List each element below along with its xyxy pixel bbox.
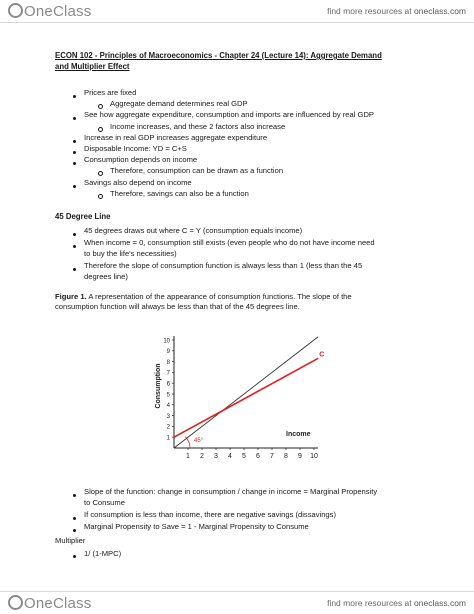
bullet-dot-icon bbox=[73, 95, 76, 98]
list-item: See how aggregate expenditure, consumption and imports are influenced by real GDP bbox=[84, 110, 375, 120]
angle-annotation: 45° bbox=[194, 438, 204, 444]
list-item-continued: to buy the life's necessities) bbox=[84, 248, 177, 258]
list-bullet bbox=[73, 513, 76, 522]
list-item: Therefore the slope of consumption function is always less than 1 (less than the 45 bbox=[84, 260, 363, 270]
find-more-prefix: find more resources at bbox=[327, 598, 412, 608]
list-item: Consumption depends on income bbox=[84, 155, 198, 165]
y-tick-label: 6 bbox=[166, 381, 170, 388]
x-tick-label: 6 bbox=[256, 453, 260, 460]
title-line-1: ECON 102 - Principles of Macroeconomics - Chapter 24 (Lecture 14): Aggregate Demand bbox=[55, 51, 382, 60]
list-item: Disposable Income: YD = C+S bbox=[84, 144, 187, 153]
list-bullet bbox=[73, 490, 76, 499]
find-more-url[interactable]: oneclass.com bbox=[414, 6, 466, 16]
consumption-function-line bbox=[174, 358, 318, 437]
list-item: Aggregate demand determines real GDP bbox=[110, 99, 248, 109]
bullet-dot-icon bbox=[73, 494, 76, 497]
bullet-dot-icon bbox=[73, 117, 76, 120]
bullet-circle-icon bbox=[98, 171, 103, 176]
y-tick-label: 5 bbox=[166, 392, 170, 399]
x-tick-label: 1 bbox=[186, 453, 190, 460]
bullet-dot-icon bbox=[73, 162, 76, 165]
list-bullet bbox=[73, 147, 76, 156]
list-item: Income increases, and these 2 factors also increase bbox=[110, 121, 286, 131]
section-heading: 45 Degree Line bbox=[55, 212, 111, 221]
bullet-dot-icon bbox=[73, 140, 76, 143]
series-label-c: C bbox=[319, 351, 325, 359]
x-tick-label: 4 bbox=[228, 453, 232, 460]
bullet-circle-icon bbox=[98, 104, 103, 109]
list-item-continued: to Consume bbox=[84, 498, 125, 508]
footer-oneclass-logo[interactable] bbox=[8, 595, 91, 612]
x-tick-label: 3 bbox=[214, 453, 218, 460]
oneclass-logo[interactable] bbox=[8, 3, 91, 20]
find-more-url[interactable]: oneclass.com bbox=[414, 598, 466, 608]
list-item: Prices are fixed bbox=[84, 88, 137, 97]
logo-text: OneClass bbox=[24, 595, 92, 612]
list-item: If consumption is less than income, there are negative savings (dissavings) bbox=[84, 509, 336, 519]
x-tick-label: 9 bbox=[298, 453, 302, 460]
logo-ring-icon bbox=[8, 595, 23, 610]
x-tick-label: 10 bbox=[310, 453, 318, 460]
list-bullet bbox=[73, 181, 76, 190]
footer-bar bbox=[0, 591, 474, 614]
consumption-function-chart bbox=[150, 330, 330, 470]
list-bullet bbox=[73, 91, 76, 100]
y-axis-label: Consumption bbox=[155, 363, 162, 409]
logo-text: OneClass bbox=[24, 3, 92, 20]
bullet-dot-icon bbox=[73, 233, 76, 236]
bullet-dot-icon bbox=[73, 151, 76, 154]
find-more-prefix: find more resources at bbox=[327, 6, 412, 16]
multiplier-bullet bbox=[73, 552, 76, 561]
bullet-circle-icon bbox=[98, 194, 103, 199]
title-line-2: and Multiplier Effect bbox=[55, 62, 130, 71]
y-tick-label: 8 bbox=[166, 359, 170, 366]
multiplier-label: Multiplier bbox=[55, 536, 86, 545]
list-bullet bbox=[98, 192, 103, 201]
figure-label: Figure 1. bbox=[55, 292, 87, 301]
list-bullet bbox=[73, 158, 76, 167]
multiplier-formula: 1/ (1-MPC) bbox=[84, 549, 122, 558]
list-bullet bbox=[73, 241, 76, 250]
list-bullet bbox=[73, 264, 76, 273]
y-tick-label: 3 bbox=[166, 413, 170, 420]
figure-caption-line-1: A representation of the appearance of consumption functions. The slope of the bbox=[86, 292, 352, 301]
y-tick-label: 10 bbox=[163, 338, 170, 345]
x-tick-label: 2 bbox=[200, 453, 204, 460]
bullet-dot-icon bbox=[73, 185, 76, 188]
list-item-continued: degrees line) bbox=[84, 271, 128, 281]
bullet-dot-icon bbox=[73, 517, 76, 520]
list-item: Marginal Propensity to Save = 1 - Marginal Propensity to Consume bbox=[84, 521, 309, 531]
header-bar bbox=[0, 0, 474, 23]
bullet-dot-icon bbox=[73, 268, 76, 271]
list-bullet bbox=[73, 136, 76, 145]
x-tick-label: 5 bbox=[242, 453, 246, 460]
figure-caption-line-2: consumption function will always be less than that of the 45 degrees line. bbox=[55, 302, 300, 312]
bullet-dot-icon bbox=[73, 529, 76, 532]
y-tick-label: 2 bbox=[166, 424, 170, 431]
bullet-dot-icon bbox=[73, 245, 76, 248]
list-item: Savings also depend on income bbox=[84, 177, 192, 187]
x-tick-label: 8 bbox=[284, 453, 288, 460]
logo-ring-icon bbox=[8, 3, 23, 18]
bullet-circle-icon bbox=[98, 127, 103, 132]
x-axis-label: Income bbox=[286, 431, 311, 438]
x-tick-label: 7 bbox=[270, 453, 274, 460]
list-item: 45 degrees draws out where C = Y (consumption equals income) bbox=[84, 226, 303, 235]
list-item: Therefore, consumption can be drawn as a function bbox=[110, 166, 284, 176]
list-bullet bbox=[73, 113, 76, 122]
figure-caption bbox=[55, 292, 425, 313]
list-bullet bbox=[73, 229, 76, 238]
list-item: When income = 0, consumption still exists (even people who do not have income need bbox=[84, 237, 375, 247]
find-more-link[interactable] bbox=[327, 6, 466, 16]
list-item: Therefore, savings can also be a function bbox=[110, 188, 249, 198]
y-tick-label: 7 bbox=[166, 370, 170, 377]
list-bullet bbox=[73, 525, 76, 534]
document-title bbox=[55, 50, 435, 72]
y-tick-label: 9 bbox=[166, 349, 170, 356]
y-tick-label: 4 bbox=[166, 403, 170, 410]
bullet-dot-icon bbox=[73, 555, 76, 558]
y-tick-label: 1 bbox=[166, 435, 170, 442]
list-item: Increase in real GDP increases aggregate expenditure bbox=[84, 132, 268, 142]
footer-find-more-link[interactable] bbox=[327, 598, 466, 608]
list-item: Slope of the function: change in consumption / change in income = Marginal Propensity bbox=[84, 487, 378, 496]
